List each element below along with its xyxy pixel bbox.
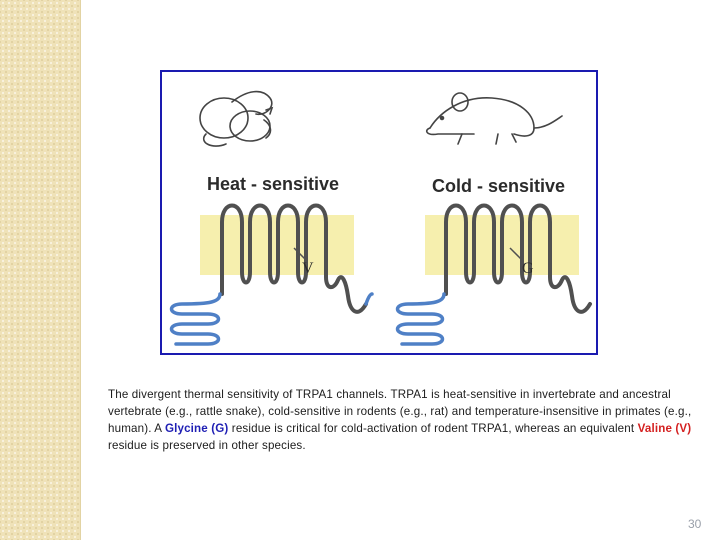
c-tail-left [366,294,372,304]
snake-icon [200,92,272,146]
trpa1-figure [160,70,598,355]
caption-glycine: Glycine (G) [164,422,229,435]
caption-valine: Valine (V) [637,422,692,435]
caption-text-2: residue is critical for cold-activation of rodent TRPA1, whereas an equivalent [228,422,638,435]
caption-text-3: residue is preserved in other species. [108,439,306,452]
cold-sensitive-label: Cold - sensitive [432,176,566,196]
n-tail-left [172,294,221,344]
n-tail-right [398,294,445,344]
caption-text-1: The divergent thermal sensitivity of TRPA1 channels. TRPA1 is heat-sensitive in invertebrate and ancestral vertebrate (e.g., rattle snake), cold-sensitive in rodents (e.g., rat) and temperature-insensitive in primates (e.g., human). A [108,388,692,435]
residue-label-v: V [302,260,314,277]
page-number: 30 [688,517,702,531]
decorative-side-bar [0,0,81,540]
mouse-icon [427,93,562,144]
figure-caption [108,386,693,454]
residue-label-g: G [522,260,534,277]
heat-sensitive-label: Heat - sensitive [207,174,340,194]
